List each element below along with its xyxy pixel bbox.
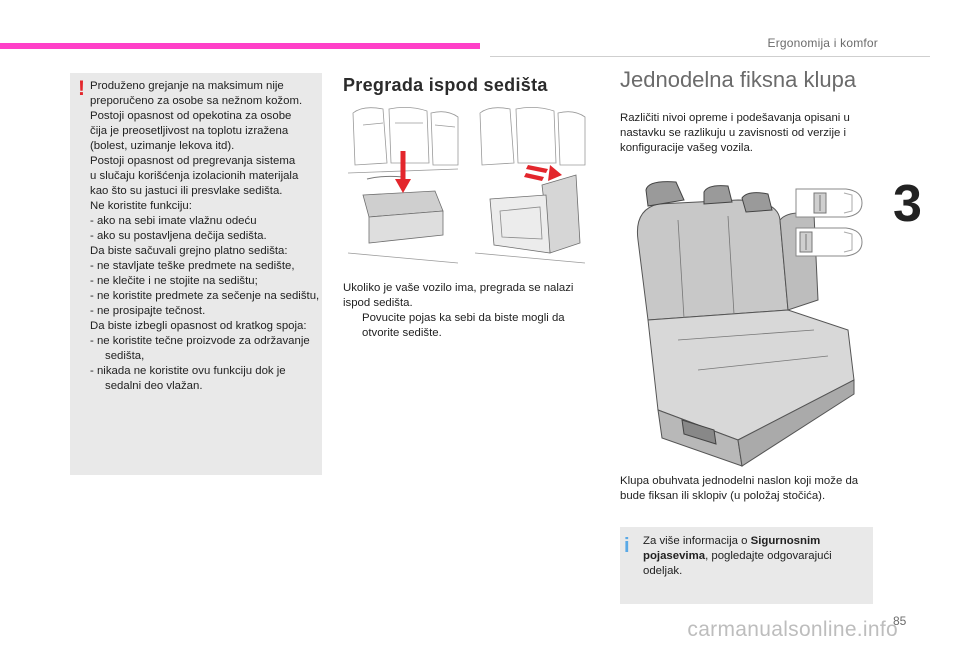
warning-bullet: - ako na sebi imate vlažnu odeću (90, 215, 257, 227)
pregrada-intro: Ukoliko je vaše vozilo ima, pregrada se nalazi ispod sedišta. (343, 282, 574, 309)
warning-line: u slučaju korišćenja izolacionih materijala (90, 170, 299, 182)
warning-bullet: - ne stavljate teške predmete na sedište, (90, 260, 295, 272)
warning-bullet: - ne prosipajte tečnost. (90, 305, 206, 317)
warning-line: Ne koristite funkciju: (90, 200, 192, 212)
warning-bullet: - ne klečite i ne stojite na sedištu; (90, 275, 258, 287)
klupa-description: Klupa obuhvata jednodelni naslon koji može da bude fiksan ili sklopiv (u položaj stočića). (620, 475, 859, 502)
info-prefix: Za više informacija o (643, 535, 751, 547)
warning-bullet: - ne koristite tečne proizvode za održavanje sedišta, (90, 335, 310, 362)
warning-line: (bolest, uzimanje lekova itd). (90, 140, 235, 152)
seat-compartment-illustration-open (470, 103, 590, 271)
section-title: Ergonomija i komfor (767, 36, 878, 50)
warning-line: Postoji opasnost od pregrevanja sistema (90, 155, 296, 167)
warning-line: čija je preosetljivost na toplotu izražena (90, 125, 289, 137)
info-icon: i (624, 535, 630, 557)
heading-klupa: Jednodelna fiksna klupa (620, 67, 857, 92)
warning-line: Produženo grejanje na maksimum nije (90, 80, 284, 92)
info-suffix: , pogledajte odgovarajući odeljak. (643, 550, 832, 577)
page-number: 85 (893, 614, 907, 628)
warning-line: Da biste sačuvali grejno platno sedišta: (90, 245, 288, 257)
klupa-intro: Različiti nivoi opreme i podešavanja opisani u nastavku se razlikuju u zavisnosti od verzije i konfiguracije vašeg vozila. (620, 112, 850, 154)
info-text (643, 534, 868, 579)
seat-compartment-illustration-closed (343, 103, 463, 271)
pregrada-step-text: Povucite pojas ka sebi da biste mogli da otvorite sedište. (362, 312, 565, 339)
heading-pregrada: Pregrada ispod sedišta (343, 75, 548, 95)
warning-line: kao što su jastuci ili presvlake sedišta. (90, 185, 283, 197)
warning-bullet: - ne koristite predmete za sečenje na sedištu, (90, 290, 320, 302)
vehicle-top-view-icon (790, 183, 865, 223)
warning-text (90, 79, 320, 394)
warning-line: Postoji opasnost od opekotina za osobe (90, 110, 292, 122)
pregrada-text (343, 281, 593, 341)
warning-bullet: - ako su postavljena dečija sedišta. (90, 230, 267, 242)
warning-icon: ! (78, 77, 85, 100)
warning-line: preporučeno za osobe sa nežnom kožom. (90, 95, 303, 107)
vehicle-top-view-icon-alt (790, 222, 865, 262)
accent-bar (0, 43, 480, 49)
watermark: carmanualsonline.info (687, 618, 898, 641)
chapter-number: 3 (893, 175, 922, 233)
warning-line: Da biste izbegli opasnost od kratkog spoja: (90, 320, 307, 332)
warning-bullet: - nikada ne koristite ovu funkciju dok je sedalni deo vlažan. (90, 365, 286, 392)
info-link-seatbelts: Sigurnosnim pojasevima (643, 535, 821, 562)
header-divider (490, 56, 930, 57)
pregrada-step (343, 311, 593, 341)
